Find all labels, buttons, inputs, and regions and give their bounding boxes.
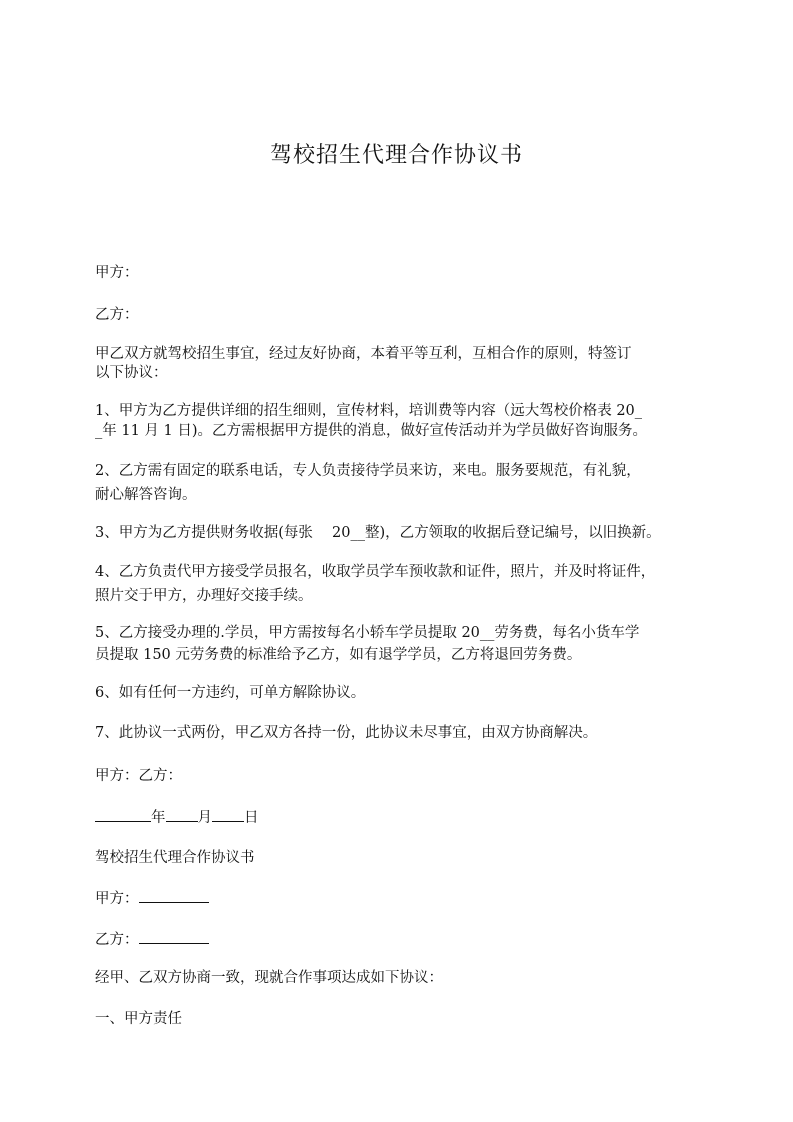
clause-7: 7、此协议一式两份，甲乙双方各持一份，此协议未尽事宜，由双方协商解决。 <box>95 725 598 741</box>
party-b-label: 乙方： <box>95 307 139 323</box>
clause-3: 3、甲方为乙方提供财务收据(每张 20__整)，乙方领取的收据后登记编号，以旧换新。 <box>95 525 661 541</box>
second-party-b-blank <box>139 928 209 944</box>
clause-6: 6、如有任何一方违约，可单方解除协议。 <box>95 685 366 701</box>
clause-4-line-1: 4、乙方负责代甲方接受学员报名，收取学员学车预收款和证件，照片，并及时将证件， <box>95 564 656 580</box>
clause-2-line-2: 耐心解答咨询。 <box>95 487 197 503</box>
month-blank <box>166 806 198 822</box>
document-title: 驾校招生代理合作协议书 <box>269 143 523 168</box>
second-party-a <box>95 887 707 910</box>
second-title: 驾校招生代理合作协议书 <box>95 850 255 866</box>
day-label: 日 <box>244 810 259 826</box>
day-blank <box>212 806 244 822</box>
party-a-label: 甲方： <box>95 265 139 281</box>
intro-line-2: 以下协议： <box>95 365 168 381</box>
month-label: 月 <box>197 810 212 826</box>
second-intro: 经甲、乙双方协商一致，现就合作事项达成如下协议： <box>95 970 443 986</box>
clause-5-line-2: 员提取 150 元劳务费的标准给予乙方，如有退学学员，乙方将退回劳务费。 <box>95 647 582 663</box>
section-1-heading: 一、甲方责任 <box>95 1011 182 1027</box>
year-blank <box>95 806 151 822</box>
clause-1-line-1: 1、甲方为乙方提供详细的招生细则，宣传材料，培训费等内容（远大驾校价格表 20_ <box>95 403 643 419</box>
second-party-b <box>95 928 707 951</box>
signature-line: 甲方：乙方： <box>95 768 182 784</box>
second-party-a-label: 甲方： <box>95 891 139 907</box>
clause-2-line-1: 2、乙方需有固定的联系电话，专人负责接待学员来访，来电。服务要规范，有礼貌， <box>95 463 641 479</box>
clause-1-line-2: _年 11 月 1 日)。乙方需根据甲方提供的消息，做好宣传活动并为学员做好咨询服务。 <box>95 423 648 439</box>
clause-5-line-1: 5、乙方接受办理的.学员，甲方需按每名小轿车学员提取 20__劳务费，每名小货车学 <box>95 625 640 641</box>
second-party-a-blank <box>139 887 209 903</box>
date-line <box>95 806 707 829</box>
intro-line-1: 甲乙双方就驾校招生事宜，经过友好协商，本着平等互利，互相合作的原则，特签订 <box>95 346 632 362</box>
clause-4-line-2: 照片交于甲方，办理好交接手续。 <box>95 588 313 604</box>
year-label: 年 <box>151 810 166 826</box>
second-party-b-label: 乙方： <box>95 932 139 948</box>
